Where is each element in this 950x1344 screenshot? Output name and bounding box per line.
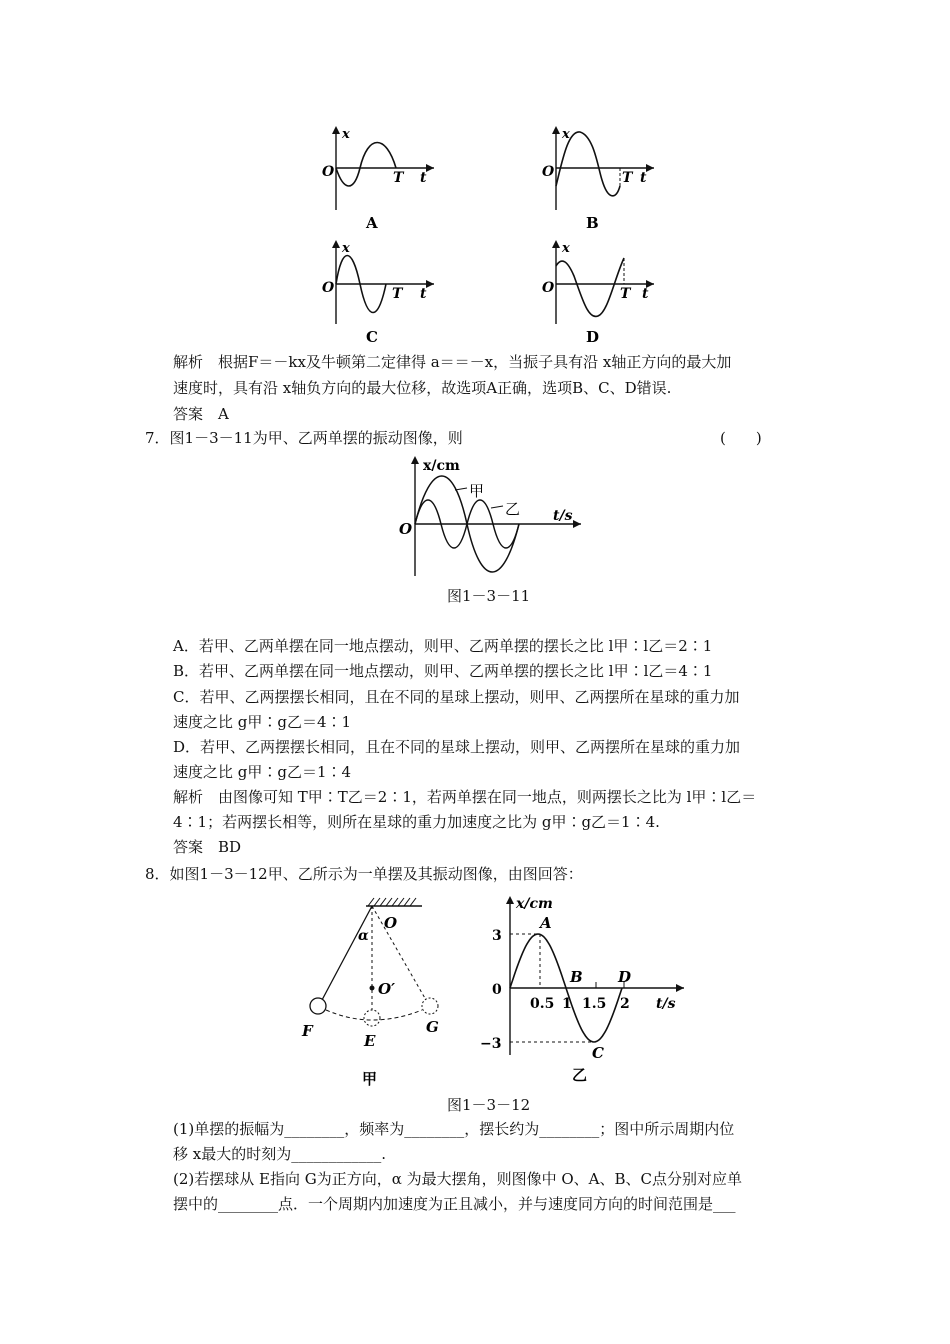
svg-text:B: B (586, 214, 599, 232)
q7-answer: 答案 BD (173, 838, 242, 856)
svg-text:D: D (586, 328, 600, 346)
svg-text:O: O (384, 914, 398, 932)
svg-text:甲: 甲 (469, 482, 485, 500)
q7-option-a: A．若甲、乙两单摆在同一地点摆动，则甲、乙两单摆的摆长之比 l甲∶l乙＝2∶1 (173, 637, 713, 655)
svg-text:T: T (393, 170, 404, 186)
svg-text:T: T (622, 170, 633, 186)
q8-graph-figure (478, 890, 688, 1090)
svg-text:O: O (322, 280, 335, 296)
svg-text:0.5: 0.5 (530, 996, 555, 1012)
graph-A (316, 122, 436, 232)
svg-text:−3: −3 (480, 1036, 502, 1052)
q7-option-b: B．若甲、乙两单摆在同一地点摆动，则甲、乙两单摆的摆长之比 l甲∶l乙＝4∶1 (173, 662, 713, 680)
graph-D (536, 236, 656, 346)
svg-text:O′: O′ (378, 980, 396, 998)
svg-text:甲: 甲 (362, 1070, 378, 1088)
svg-text:x: x (342, 127, 350, 142)
svg-text:A: A (540, 914, 552, 932)
q7-option-c-line2: 速度之比 g甲∶g乙＝4∶1 (173, 713, 352, 731)
svg-text:t: t (640, 170, 647, 186)
svg-text:t/s: t/s (553, 508, 573, 524)
q6-analysis-line1: 解析 根据F＝－kx及牛顿第二定律得 a＝＝－x，当振子具有沿 x轴正方向的最大加 (173, 353, 732, 371)
q7-answer-bracket: ( ) (720, 429, 762, 447)
svg-text:A: A (366, 214, 378, 232)
pendulum-bob (310, 998, 326, 1014)
svg-text:T: T (392, 286, 403, 302)
svg-text:C: C (592, 1044, 604, 1062)
q7-option-d-line1: D．若甲、乙两摆摆长相同，且在不同的星球上摆动，则甲、乙两摆所在星球的重力加 (173, 738, 741, 756)
svg-text:1: 1 (562, 996, 572, 1012)
svg-text:O: O (542, 280, 555, 296)
svg-text:x/cm: x/cm (423, 458, 460, 474)
q7-option-d-line2: 速度之比 g甲∶g乙＝1∶4 (173, 763, 352, 781)
q7-stem: 7．图1－3－11为甲、乙两单摆的振动图像，则 (145, 429, 463, 447)
svg-text:C: C (366, 328, 378, 346)
q6-answer: 答案 A (173, 405, 229, 423)
svg-text:O: O (322, 164, 335, 180)
q7-option-c-line1: C．若甲、乙两摆摆长相同，且在不同的星球上摆动，则甲、乙两摆所在星球的重力加 (173, 688, 740, 706)
q8-caption: 图1－3－12 (447, 1096, 531, 1114)
svg-text:E: E (364, 1032, 376, 1050)
q8-part2-line2: 摆中的________点．一个周期内加速度为正且减小，并与速度同方向的时间范围是___ (173, 1195, 736, 1213)
svg-text:1.5: 1.5 (582, 996, 607, 1012)
svg-text:α: α (358, 928, 369, 944)
svg-text:x/cm: x/cm (516, 896, 553, 912)
svg-text:t: t (420, 170, 427, 186)
q8-part1-line1: (1)单摆的振幅为________，频率为________，摆长约为________；图中所示周期内位 (173, 1120, 735, 1138)
q7-analysis-line2: 4∶1；若两摆长相等，则所在星球的重力加速度之比为 g甲∶g乙＝1∶4. (173, 813, 660, 831)
pendulum-string (322, 906, 372, 1000)
svg-text:x: x (562, 241, 570, 256)
svg-text:3: 3 (492, 928, 502, 944)
svg-text:G: G (426, 1018, 439, 1036)
svg-text:B: B (570, 968, 583, 986)
svg-text:t: t (420, 286, 427, 302)
q7-figure (395, 452, 585, 578)
svg-text:O: O (542, 164, 555, 180)
svg-text:t: t (642, 286, 649, 302)
q7-caption: 图1－3－11 (447, 587, 531, 605)
svg-text:x: x (562, 127, 570, 142)
q8-pendulum-figure (296, 896, 456, 1096)
graph-C (316, 236, 436, 346)
svg-text:乙: 乙 (505, 500, 521, 518)
svg-text:D: D (618, 968, 632, 986)
svg-text:F: F (302, 1022, 313, 1040)
svg-text:t/s: t/s (656, 996, 676, 1012)
q7-analysis-line1: 解析 由图像可知 T甲∶T乙＝2∶1，若两单摆在同一地点，则两摆长之比为 l甲∶l乙＝ (173, 788, 757, 806)
svg-text:x: x (342, 241, 350, 256)
svg-text:0: 0 (492, 982, 502, 998)
svg-text:T: T (620, 286, 631, 302)
q8-part2-line1: (2)若摆球从 E指向 G为正方向，α 为最大摆角，则图像中 O、A、B、C点分别对应单 (173, 1170, 743, 1188)
q6-analysis-line2: 速度时，具有沿 x轴负方向的最大位移，故选项A正确，选项B、C、D错误. (173, 379, 672, 397)
graph-B (536, 122, 656, 232)
svg-text:乙: 乙 (572, 1066, 588, 1084)
q8-part1-line2: 移 x最大的时刻为____________. (173, 1145, 386, 1163)
svg-text:2: 2 (620, 996, 630, 1012)
svg-text:O: O (399, 520, 413, 538)
q8-stem: 8．如图1－3－12甲、乙所示为一单摆及其振动图像，由图回答： (145, 865, 583, 883)
